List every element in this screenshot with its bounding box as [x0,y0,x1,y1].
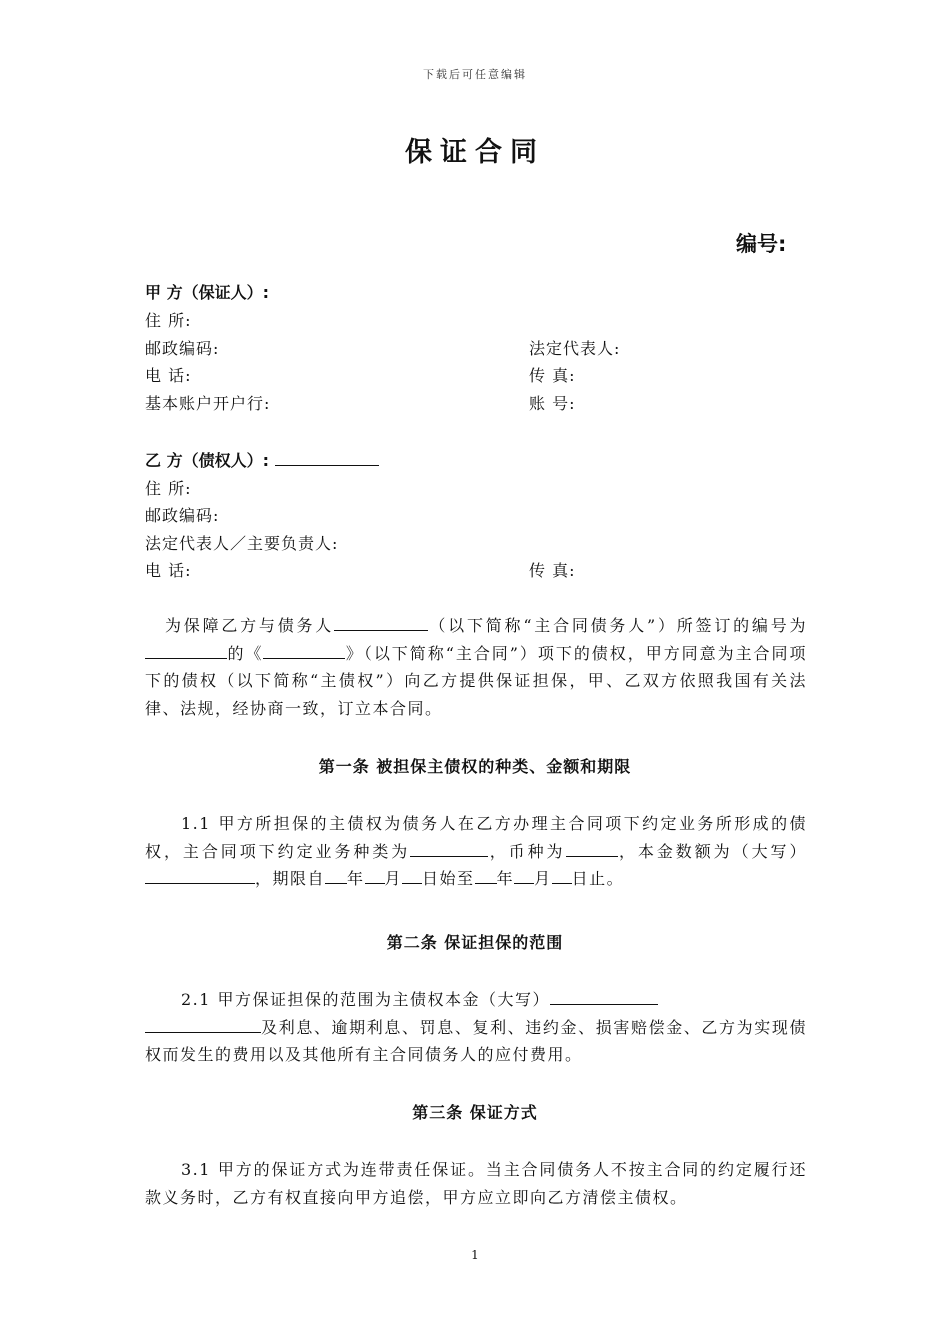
guarantee-principal-blank-1[interactable] [550,988,658,1005]
party-a-heading-text: 甲 方（保证人）: [145,283,269,302]
end-month-blank[interactable] [514,867,534,884]
party-b-phone-label: 电 话: [145,561,192,580]
start-month-blank[interactable] [365,867,385,884]
party-a-phone-label: 电 话: [145,366,192,385]
party-a-postcode-label: 邮政编码: [145,339,220,358]
party-b-heading [145,448,379,471]
start-year-blank[interactable] [325,867,347,884]
party-b-legal-rep-label: 法定代表人／主要负责人: [145,534,339,553]
preamble-text-4: 》（以下简称“主合同”）项下的债权，甲方同意为主合同项下的债权（以下简称“主债权”）向乙方提供保证担保，甲、乙双方依照我国有关法律、法规，经协商一致，订立本合同。 [145,643,807,718]
preamble-text-2: （以下简称“主合同债务人”）所签订的编号为 [428,616,807,635]
article-1-clause-1-1 [145,810,807,893]
a1-text-3: ，本金数额为（大写） [617,841,807,861]
page-header: 下载后可任意编辑 [423,68,527,81]
page-number: 1 [471,1248,479,1262]
party-a-legal-rep-label: 法定代表人: [529,339,621,358]
party-b-address-label: 住 所: [145,479,192,498]
contract-number-blank[interactable] [145,642,227,659]
article-2-clause-2-1 [145,986,807,1069]
debtor-blank[interactable] [334,614,428,631]
a1-text-10: 日止。 [571,869,625,888]
party-b-heading-text: 乙 方（债权人）: [145,451,269,470]
a1-text-1: 1.1 甲方所担保的主债权为债务人在乙方办理主合同项下约定业务所形成的债权，主合同项下约定业务种类为 [145,814,807,861]
party-b-fax-label: 传 真: [529,561,576,580]
doc-number-label: 编号: [736,232,787,256]
preamble-text-1: 为保障乙方与债务人 [165,616,335,635]
a1-text-9: 月 [534,869,552,888]
business-type-blank[interactable] [410,840,488,857]
preamble-text-3: 的《 [227,643,264,663]
a2-text-2: 及利息、逾期利息、罚息、复利、违约金、损害赔偿金、乙方为实现债权而发生的费用以及其他所有主合同债务人的应付费用。 [145,1017,807,1064]
end-day-blank[interactable] [552,867,572,884]
a1-text-2: ，币种为 [488,841,566,861]
a2-text-1: 2.1 甲方保证担保的范围为主债权本金（大写） [181,990,551,1009]
a1-text-5: 年 [347,869,365,888]
document-title: 保证合同 [405,137,545,168]
currency-blank[interactable] [566,840,618,857]
a1-text-8: 年 [496,869,515,888]
party-b-postcode-label: 邮政编码: [145,506,220,525]
party-a-heading [145,280,269,303]
article-3-title: 第三条 保证方式 [412,1103,538,1122]
contract-name-blank[interactable] [263,642,345,659]
party-b-name-blank[interactable] [275,449,379,466]
a1-text-6: 月 [384,869,403,888]
party-a-address-label: 住 所: [145,311,192,330]
party-a-bank-label: 基本账户开户行: [145,394,271,413]
end-year-blank[interactable] [475,867,497,884]
article-3-clause-3-1 [145,1156,807,1211]
party-a-account-label: 账 号: [529,394,576,413]
guarantee-principal-blank-2[interactable] [145,1016,261,1033]
party-a-fax-label: 传 真: [529,366,576,385]
start-day-blank[interactable] [402,867,422,884]
article-1-title: 第一条 被担保主债权的种类、金额和期限 [318,757,632,776]
principal-amount-blank[interactable] [145,867,255,884]
article-2-title: 第二条 保证担保的范围 [386,933,564,952]
a1-text-4: ，期限自 [255,869,326,888]
a3-text-1: 3.1 甲方的保证方式为连带责任保证。当主合同债务人不按主合同的约定履行还款义务时，乙方有权直接向甲方追偿，甲方应立即向乙方清偿主债权。 [145,1160,807,1207]
preamble-paragraph [145,612,807,722]
a1-text-7: 日始至 [422,869,475,888]
